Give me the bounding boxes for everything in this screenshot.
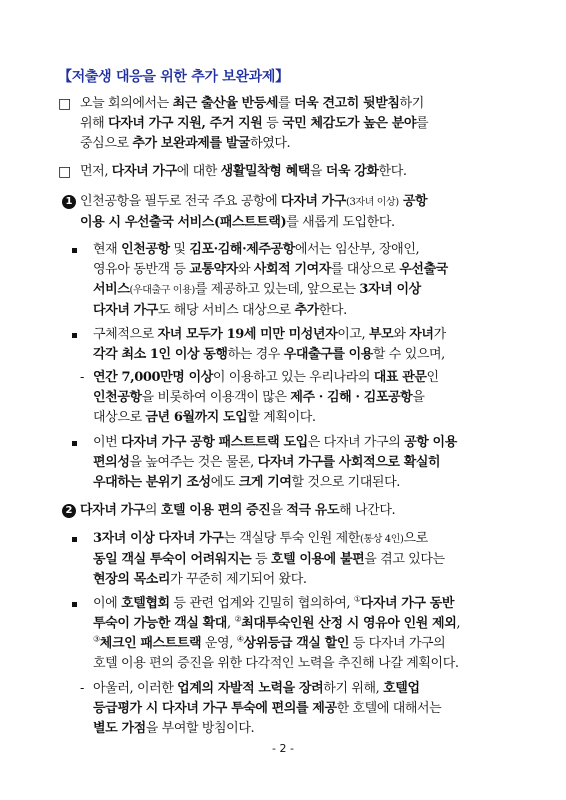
item2-bullet1 [93,529,445,590]
dash-marker-icon: - [80,681,85,696]
text-line: 이용 시 우선출국 서비스(패스트트랙)를 새롭게 도입한다. [80,215,395,230]
item2-bullet2 [93,594,460,674]
item2-paragraph [80,501,395,521]
section-heading: 【저출생 대응을 위한 추가 보완과제】 [58,69,289,85]
text-line: 투숙이 가능한 객실 확대, ②최대투숙인원 산정 시 영유아 인원 제외, [93,614,461,631]
bullet-dot-icon [72,333,77,338]
dash-marker-icon: - [80,370,85,385]
item2-detail [93,679,441,739]
text-line: 연간 7,000만명 이상이 이용하고 있는 우리나라의 대표 관문인 [93,370,439,385]
item1-bullet2 [93,325,446,365]
bullet-dot-icon [72,537,77,542]
text-line: 각각 최소 1인 이상 동행하는 경우 우대출구를 이용할 수 있으며, [93,347,445,362]
square-bullet-icon: □ [58,164,72,180]
item1-bullet1 [93,240,448,321]
text-line: 우대하는 분위기 조성에도 크게 기여할 것으로 기대된다. [93,475,400,490]
text-line: 현장의 목소리가 꾸준히 제기되어 왔다. [93,572,307,587]
text-line: 대상으로 금년 6월까지 도입할 계획이다. [93,410,316,425]
text-line: 인천공항을 필두로 전국 주요 공항에 다자녀 가구(3자녀 이상) 공항 [80,194,428,209]
item1-paragraph [80,192,427,233]
bullet-dot-icon [72,602,77,607]
text-line: 오늘 회의에서는 최근 출산율 반등세를 더욱 견고히 뒷받침하기 [80,96,424,111]
text-line: 호텔 이용 편의 증진을 위한 다각적인 노력을 추진해 나갈 계획이다. [93,656,459,671]
text-line: 3자녀 이상 다자녀 가구는 객실당 투숙 인원 제한(통상 4인)으로 [93,531,428,546]
item1-detail [93,368,439,428]
text-line: ③체크인 패스트트랙 운영, ④상위등급 객실 할인 등 다자녀 가구의 [93,634,446,651]
text-line: 중심으로 추가 보완과제를 발굴하였다. [80,136,291,151]
page-number: - 2 - [272,742,294,755]
text-line: 동일 객실 투숙이 어려워지는 등 호텔 이용에 불편을 겪고 있다는 [93,552,445,567]
text-line: 다자녀 가구도 해당 서비스 대상으로 추가한다. [93,303,347,318]
text-line: 서비스(우대출구 이용)를 제공하고 있는데, 앞으로는 3자녀 이상 [93,282,421,297]
text-line: 인천공항을 비롯하여 이용객이 많은 제주 · 김해 · 김포공항을 [93,390,425,405]
square-bullet-icon: □ [58,96,72,112]
first-paragraph [80,162,407,182]
text-line: 먼저, 다자녀 가구에 대한 생활밀착형 혜택을 더욱 강화한다. [80,164,407,179]
item1-bullet3 [93,433,457,493]
text-line: 아울러, 이러한 업계의 자발적 노력을 장려하기 위해, 호텔업 [93,681,420,696]
number-1-icon: 1 [62,195,76,209]
text-line: 이에 호텔협회 등 관련 업계와 긴밀히 협의하여, ①다자녀 가구 동반 [93,594,455,611]
text-line: 현재 인천공항 및 김포·김해·제주공항에서는 임산부, 장애인, [93,242,420,257]
text-line: 별도 가점을 부여할 방침이다. [93,721,255,736]
text-line: 등급평가 시 다자녀 가구 투숙에 편의를 제공한 호텔에 대해서는 [93,701,442,716]
number-2-icon: 2 [62,504,76,518]
text-line: 이번 다자녀 가구 공항 패스트트랙 도입은 다자녀 가구의 공항 이용 [93,435,457,450]
text-line: 위해 다자녀 가구 지원, 주거 지원 등 국민 체감도가 높은 분야를 [80,116,429,131]
text-line: 구체적으로 자녀 모두가 19세 미만 미성년자이고, 부모와 자녀가 [93,327,446,342]
intro-paragraph [80,94,428,154]
text-line: 영유아 동반객 등 교통약자와 사회적 기여자를 대상으로 우선출국 [93,262,448,277]
text-line: 다자녀 가구의 호텔 이용 편의 증진을 적극 유도해 나간다. [80,503,396,518]
bullet-dot-icon [72,248,77,253]
bullet-dot-icon [72,441,77,446]
text-line: 편의성을 높여주는 것은 물론, 다자녀 가구를 사회적으로 확실히 [93,455,441,470]
